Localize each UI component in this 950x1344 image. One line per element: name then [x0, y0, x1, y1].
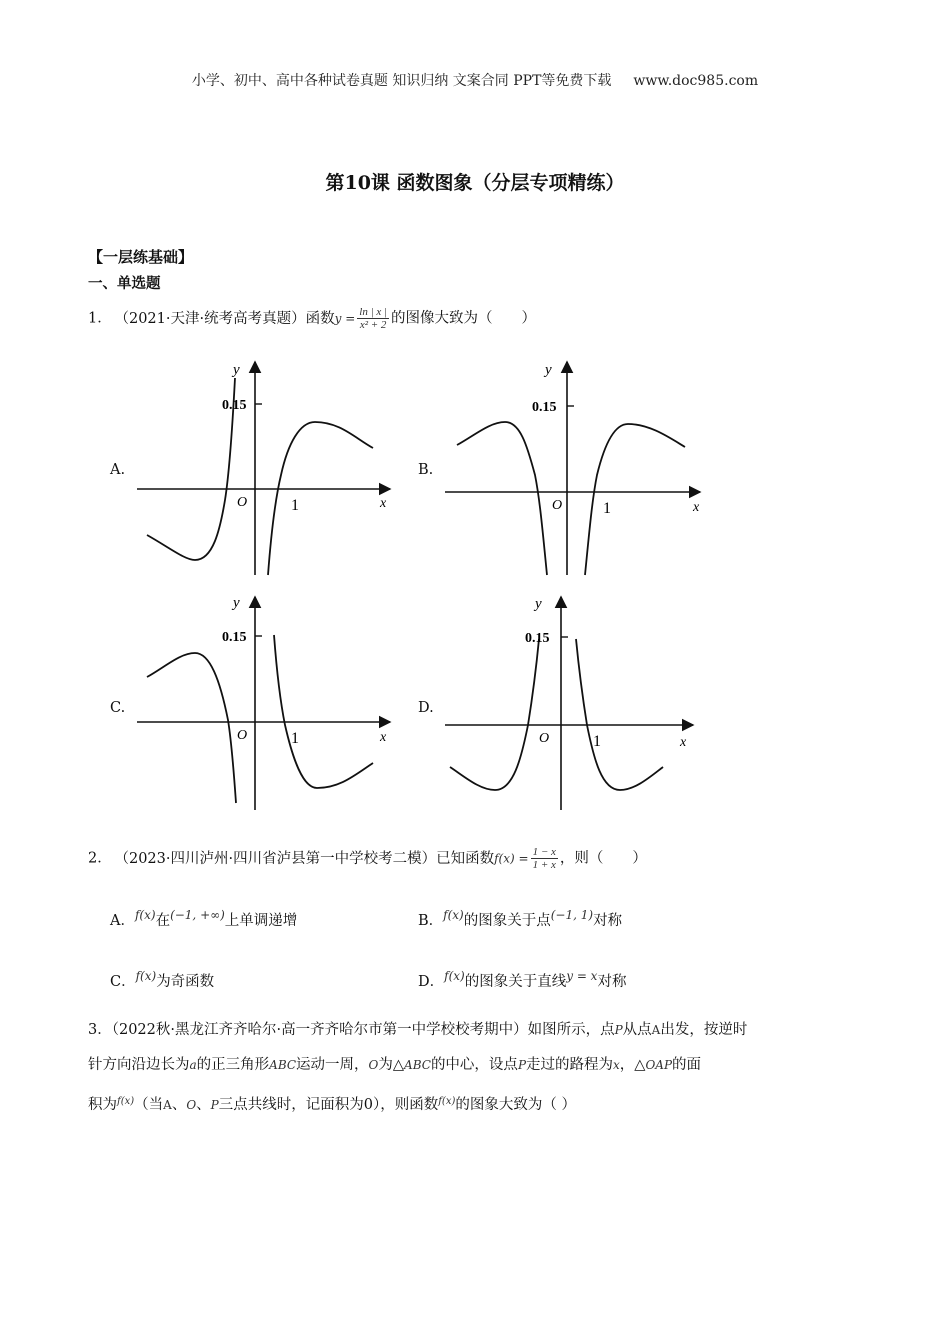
- q3-triangle-abc: ABC: [404, 1058, 431, 1072]
- q3-point-p: P: [614, 1023, 623, 1037]
- q3-triangle-abc: ABC: [269, 1058, 297, 1072]
- q2-denominator: 1 + x: [532, 859, 556, 871]
- q2-option-d-text1: 的图象关于直线: [464, 974, 567, 990]
- curve-left: [457, 422, 547, 575]
- one-label: 1: [593, 733, 601, 750]
- q1-source: （2021·天津·统考高考真题）函数: [121, 310, 335, 327]
- curve-right: [576, 639, 663, 790]
- graph-a: [125, 350, 405, 580]
- q2-option-b-math2: (−1, 1): [550, 908, 594, 922]
- q1-fraction: [357, 306, 389, 331]
- q3-text: 的面: [672, 1057, 702, 1073]
- q3-point-o: O: [368, 1058, 379, 1072]
- q3-text: 的中心，设点: [430, 1057, 518, 1073]
- question-3-line-3: [88, 1092, 576, 1115]
- q2-option-b-label: B．: [418, 913, 444, 929]
- curve-right: [268, 422, 373, 575]
- curve-right: [585, 424, 685, 575]
- q3-text: 运动一周，: [296, 1057, 369, 1073]
- q2-option-c-text1: 为奇函数: [156, 974, 215, 990]
- q2-numerator: 1 − x: [532, 846, 556, 858]
- q3-fx: f(x): [438, 1096, 456, 1107]
- q2-option-c[interactable]: [110, 969, 214, 991]
- page-title: 第10课 函数图象（分层专项精练）: [325, 172, 625, 194]
- y-label: y: [535, 596, 542, 612]
- tick-label: 0.15: [525, 631, 550, 646]
- q3-text: 、: [196, 1097, 211, 1113]
- q3-text: ，△: [619, 1057, 646, 1073]
- q2-option-b-math1: f(x): [443, 908, 464, 922]
- page-header: [0, 70, 950, 90]
- section-heading: 【一层练基础】: [88, 248, 194, 266]
- q2-option-a-text2: 上单调递增: [224, 913, 298, 929]
- curve-left: [450, 639, 539, 790]
- q2-option-d-math1: f(x): [444, 969, 465, 983]
- q2-tail: ，则（ ）: [559, 850, 647, 867]
- origin-label: O: [237, 495, 248, 510]
- q2-option-c-label: C．: [110, 974, 136, 990]
- q2-option-d-text2: 对称: [597, 974, 627, 990]
- graph-d: [435, 585, 715, 815]
- origin-label: O: [237, 728, 248, 743]
- x-label: x: [380, 496, 387, 511]
- subsection-heading: 一、单选题: [88, 275, 161, 292]
- q3-text: 的图象大致为（ ）: [455, 1097, 576, 1113]
- q3-text: 3．（2022秋·黑龙江齐齐哈尔·高一齐齐哈尔市第一中学校校考期中）如图所示，点: [88, 1022, 615, 1038]
- q3-text: 针方向沿边长为: [88, 1057, 190, 1073]
- y-label: y: [233, 595, 240, 611]
- q1-number: 1．: [88, 310, 112, 327]
- header-text: 小学、初中、高中各种试卷真题 知识归纳 文案合同 PPT等免费下载: [191, 73, 612, 89]
- q2-option-a-math2: (−1, +∞): [170, 908, 225, 922]
- y-label: y: [233, 362, 240, 378]
- option-d-label[interactable]: D.: [418, 700, 434, 716]
- q3-point-p: P: [517, 1058, 527, 1072]
- question-2: [88, 846, 647, 871]
- origin-label: O: [539, 731, 550, 746]
- q2-option-a[interactable]: [110, 908, 297, 930]
- q3-fx: f(x): [117, 1096, 135, 1107]
- graph-b: [435, 350, 715, 580]
- q2-option-a-text1: 在: [155, 913, 171, 929]
- q3-text: （当: [134, 1097, 164, 1113]
- q3-point-a: A: [651, 1023, 661, 1037]
- tick-label: 0.15: [222, 398, 247, 413]
- curve-left: [147, 653, 236, 803]
- q1-func-lhs: y =: [334, 311, 356, 326]
- q3-point-p: P: [210, 1098, 219, 1112]
- q2-option-d-math2: y = x: [566, 969, 598, 983]
- q2-option-d-label: D．: [418, 974, 445, 990]
- q1-numerator: ln | x |: [359, 306, 388, 318]
- q2-option-c-math1: f(x): [135, 969, 157, 983]
- x-label: x: [693, 500, 700, 515]
- y-label: y: [545, 362, 552, 378]
- origin-label: O: [552, 498, 563, 513]
- q2-option-b-text1: 的图象关于点: [463, 913, 551, 929]
- x-label: x: [680, 735, 687, 750]
- q3-text: 积为: [88, 1097, 117, 1113]
- one-label: 1: [603, 500, 611, 517]
- q3-triangle-oap: OAP: [645, 1058, 673, 1072]
- q3-point-a: A: [163, 1098, 172, 1112]
- q2-option-a-label: A．: [110, 913, 135, 929]
- x-label: x: [380, 730, 387, 745]
- option-c-label[interactable]: C.: [110, 700, 126, 716]
- q3-point-o: O: [186, 1098, 197, 1112]
- q2-func-lhs: f(x) =: [494, 851, 529, 866]
- question-3-line-1: [88, 1020, 747, 1040]
- q1-denominator: x² + 2: [359, 319, 387, 331]
- graph-c: [125, 585, 405, 815]
- question-3-line-2: [88, 1055, 701, 1075]
- q3-var-a: a: [189, 1058, 197, 1072]
- q3-text: 出发，按逆时: [660, 1022, 748, 1038]
- q2-number: 2．: [88, 850, 112, 867]
- option-b-label[interactable]: B.: [418, 462, 434, 478]
- curve-right: [274, 635, 373, 788]
- q2-option-d[interactable]: [418, 969, 626, 991]
- q2-option-b[interactable]: [418, 908, 622, 930]
- header-url[interactable]: www.doc985.com: [633, 73, 759, 89]
- tick-label: 0.15: [532, 400, 557, 415]
- q3-var-x: x: [613, 1058, 620, 1072]
- one-label: 1: [291, 730, 299, 747]
- one-label: 1: [291, 497, 299, 514]
- tick-label: 0.15: [222, 630, 247, 645]
- q3-text: 、: [171, 1097, 187, 1113]
- q3-text: 三点共线时，记面积为0），则函数: [218, 1097, 439, 1113]
- question-1: [88, 306, 536, 331]
- q3-text: 为△: [378, 1057, 405, 1073]
- option-a-label[interactable]: A.: [110, 462, 126, 478]
- q2-option-a-math1: f(x): [134, 908, 156, 922]
- q1-tail: 的图像大致为（ ）: [391, 310, 537, 327]
- q3-text: 走过的路程为: [526, 1057, 614, 1073]
- q2-fraction: [531, 846, 558, 871]
- q2-source: （2023·四川泸州·四川省泸县第一中学校考二模）已知函数: [121, 850, 495, 867]
- q3-text: 的正三角形: [196, 1057, 270, 1073]
- q2-option-b-text2: 对称: [593, 913, 623, 929]
- q3-text: 从点: [622, 1022, 652, 1038]
